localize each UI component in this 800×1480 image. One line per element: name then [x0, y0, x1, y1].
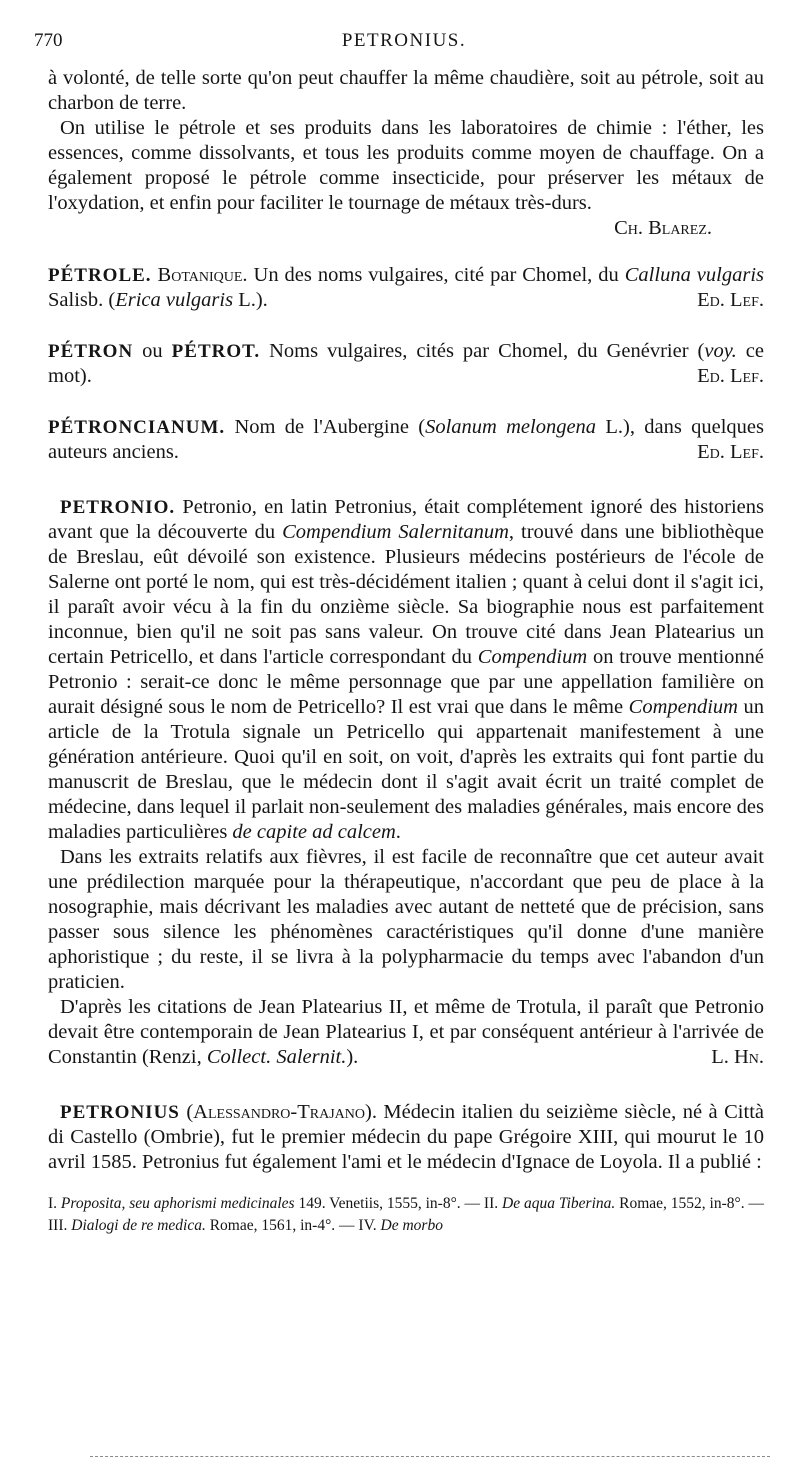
work-title: De morbo	[380, 1217, 443, 1234]
entry-text: un article de la Trotula signale un Petricello qui appartenait manifestement à une génération antérieure. Quoi qu'il en soit, on voit, d'après les extraits qui font partie du manuscrit de Breslau, que le médecin dont il s'agit avait écrit un traité complet de médecine, dans lequel il parlait non-seulement des maladies générales, mais encore des maladies particulières	[48, 696, 764, 843]
latin-name: Solanum melongena	[425, 416, 597, 438]
entry-text: Salisb. (	[48, 289, 116, 311]
entry-petronio-paragraph-2: Dans les extraits relatifs aux fièvres, il est facile de reconnaître que cet auteur avait une prédilection marquée pour la thérapeutique, n'accordant que peu de place à la nosographie, mais décrivant les maladies avec autant de netteté que de précision, sans passer sous silence les phénomènes caractéristiques qu'il donne d'une manière aphoristique ; du reste, il se livra à la polypharmacie du temps avec l'abandon d'un praticien.	[48, 846, 764, 993]
bibliography	[48, 1193, 764, 1237]
work-title: Collect. Salernit.	[206, 1046, 347, 1068]
signature-lef: Ed. Lef.	[697, 441, 764, 463]
biblio-text: 149. Venetiis, 1555, in-8°. — II.	[294, 1195, 503, 1212]
headword-petronio: PETRONIO.	[60, 497, 176, 518]
intro-paragraph-1: à volonté, de telle sorte qu'on peut chauffer la même chaudière, soit au pétrole, soit au charbon de terre.	[48, 67, 764, 114]
page-number: 770	[34, 30, 63, 51]
work-title: De aqua Tiberina.	[502, 1195, 616, 1212]
entry-text: L.).	[233, 289, 268, 311]
entry-text: .	[395, 821, 401, 843]
footer-rule	[90, 1456, 770, 1457]
biblio-text: I.	[48, 1195, 61, 1212]
entry-petronius	[48, 1100, 764, 1175]
running-head: PETRONIUS.	[341, 30, 467, 51]
headword-petrot: PÉTROT.	[171, 341, 261, 362]
headword-petronius: PETRONIUS	[60, 1102, 180, 1123]
signature-lef: Ed. Lef.	[697, 365, 764, 387]
intro-paragraph-2	[48, 116, 764, 241]
domain-label: Botanique.	[157, 264, 248, 286]
entry-text: on trouve mentionné Petronio : serait-ce donc le même personnage que par une appellation familière on aurait désigné sous le nom de Petricello? Il est vrai que dans le même	[48, 646, 764, 718]
body-text	[48, 66, 764, 1237]
page-header	[34, 30, 774, 60]
conjunction: ou	[133, 340, 172, 362]
biblio-text: Romae, 1552, in-8°. — III.	[48, 1195, 764, 1234]
latin-name: Erica vulgaris	[115, 289, 234, 311]
entry-petronio-paragraph-1	[48, 495, 764, 845]
entry-petronio-paragraph-3	[48, 995, 764, 1070]
entry-text: Petronio, en latin Petronius, était complétement ignoré des historiens avant que la découverte du	[48, 496, 764, 543]
entry-text: D'après les citations de Jean Platearius II, et même de Trotula, il paraît que Petronio devait être contemporain de Jean Platearius I, et par conséquent antérieur à l'arrivée de Constantin (Renzi,	[48, 996, 764, 1068]
latin-phrase: de capite ad calcem	[232, 821, 396, 843]
entry-text: , trouvé dans une bibliothèque de Breslau, eût dévoilé son existence. Plusieurs médecins postérieurs de l'école de Salerne ont porté le nom, qui est très-décidément italien ; quant à celui dont il s'agit ici, il paraît avoir vécu à la fin du onzième siècle. Sa biographie nous est parfaitement inconnue, bien qu'il ne soit pas sans valeur. On trouve cité dans Jean Platearius un certain Petricello, et dans l'article correspondant du	[48, 521, 764, 668]
entry-text: ce mot).	[48, 340, 764, 387]
entry-text: Un des noms vulgaires, cité par Chomel, du	[247, 264, 625, 286]
entry-text: Noms vulgaires, cités par Chomel, du Genévrier (	[260, 340, 705, 362]
full-name: (Alessandro-Trajano).	[179, 1101, 377, 1123]
signature-lef: Ed. Lef.	[697, 289, 764, 311]
intro-paragraph-2-text: On utilise le pétrole et ses produits dans les laboratoires de chimie : l'éther, les essences, comme dissolvants, et tous les produits comme moyen de chauffage. On a également proposé le pétrole comme insecticide, pour préserver les métaux de l'oxydation, et enfin pour faciliter le tournage de métaux très-durs.	[48, 117, 764, 214]
work-title: Compendium	[477, 646, 588, 668]
entry-text: Médecin italien du seizième siècle, né à Città di Castello (Ombrie), fut le premier médecin du pape Grégoire XIII, qui mourut le 10 avril 1585. Petronius fut également l'ami et le médecin d'Ignace de Loyola. Il a publié :	[48, 1101, 764, 1173]
entry-text: L.), dans quelques auteurs anciens.	[48, 416, 765, 463]
work-title: Compendium Salernitanum	[282, 521, 509, 543]
entry-petrole	[48, 263, 764, 313]
headword-petrole: PÉTROLE.	[48, 265, 152, 286]
work-title: Dialogi de re medica.	[71, 1217, 206, 1234]
biblio-text: Romae, 1561, in-4°. — IV.	[205, 1217, 381, 1234]
signature-hn: L. Hn.	[711, 1046, 764, 1068]
cross-reference: voy.	[704, 340, 737, 362]
work-title: Compendium	[628, 696, 738, 718]
latin-name: Calluna vulgaris	[624, 264, 764, 286]
work-title: Proposita, seu aphorismi medicinales	[60, 1195, 295, 1212]
entry-petron	[48, 339, 764, 389]
entry-text: Nom de l'Aubergine (	[225, 416, 426, 438]
headword-petron: PÉTRON	[48, 341, 134, 362]
entry-text: ).	[346, 1046, 359, 1068]
signature-blarez: Ch. Blarez.	[614, 217, 712, 239]
entry-petroncianum	[48, 415, 764, 465]
headword-petroncianum: PÉTRONCIANUM.	[48, 417, 226, 438]
